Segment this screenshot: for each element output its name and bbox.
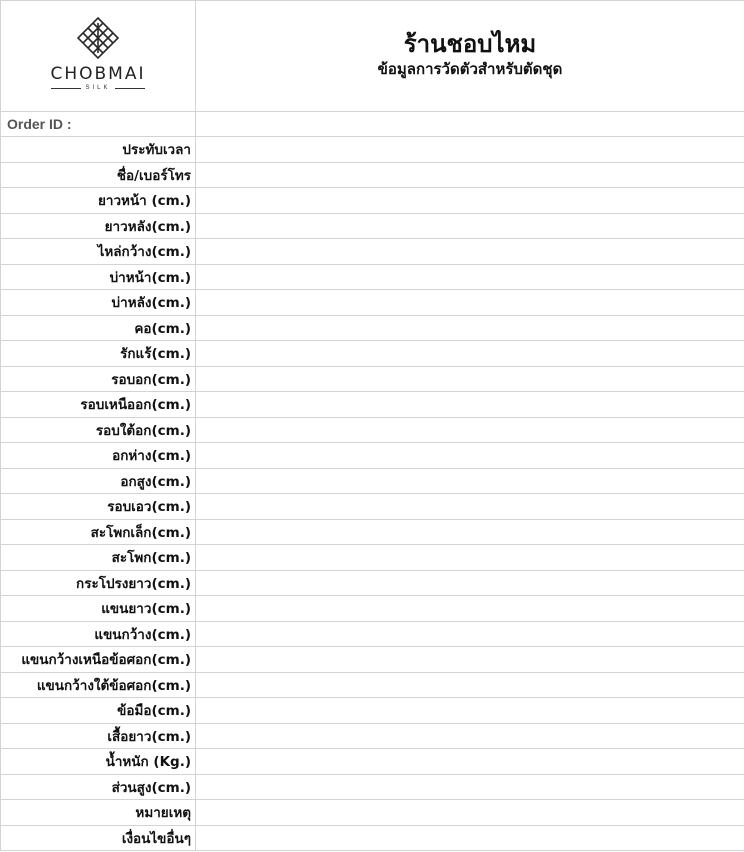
logo-subtext: SILK — [85, 85, 111, 91]
field-value-cell[interactable] — [196, 315, 744, 341]
field-value-cell[interactable] — [196, 749, 744, 775]
order-id-label: Order ID : — [1, 112, 196, 137]
field-row — [1, 443, 744, 469]
field-value-cell[interactable] — [196, 417, 744, 443]
field-value-cell[interactable] — [196, 672, 744, 698]
field-value-cell[interactable] — [196, 137, 744, 163]
field-label: ชื่อ/เบอร์โทร — [1, 162, 196, 188]
field-value-cell[interactable] — [196, 162, 744, 188]
logo-subtext-wrap — [51, 85, 144, 91]
field-label: สะโพก(cm.) — [1, 545, 196, 571]
field-row — [1, 774, 744, 800]
field-row — [1, 366, 744, 392]
field-value-cell[interactable] — [196, 494, 744, 520]
field-row — [1, 341, 744, 367]
field-value-cell[interactable] — [196, 341, 744, 367]
field-label: รอบอก(cm.) — [1, 366, 196, 392]
field-value-cell[interactable] — [196, 519, 744, 545]
field-label: อกสูง(cm.) — [1, 468, 196, 494]
logo-rule-left — [51, 88, 81, 89]
field-label: ไหล่กว้าง(cm.) — [1, 239, 196, 265]
field-label: น้ำหนัก (Kg.) — [1, 749, 196, 775]
field-label: ข้อมือ(cm.) — [1, 698, 196, 724]
field-label: ยาวหน้า (cm.) — [1, 188, 196, 214]
order-id-row — [1, 112, 744, 137]
field-row — [1, 137, 744, 163]
field-value-cell[interactable] — [196, 213, 744, 239]
field-value-cell[interactable] — [196, 468, 744, 494]
field-value-cell[interactable] — [196, 264, 744, 290]
field-value-cell[interactable] — [196, 723, 744, 749]
field-label: บ่าหลัง(cm.) — [1, 290, 196, 316]
field-row — [1, 825, 744, 851]
field-row — [1, 545, 744, 571]
field-value-cell[interactable] — [196, 188, 744, 214]
field-label: รักแร้(cm.) — [1, 341, 196, 367]
field-row — [1, 239, 744, 265]
shop-subtitle: ข้อมูลการวัดตัวสำหรับตัดชุด — [377, 60, 563, 78]
field-value-cell[interactable] — [196, 800, 744, 826]
field-row — [1, 264, 744, 290]
field-row — [1, 672, 744, 698]
field-label: แขนกว้างเหนือข้อศอก(cm.) — [1, 647, 196, 673]
field-row — [1, 647, 744, 673]
field-label: เสื้อยาว(cm.) — [1, 723, 196, 749]
field-label: ยาวหลัง(cm.) — [1, 213, 196, 239]
field-value-cell[interactable] — [196, 596, 744, 622]
order-id-value[interactable] — [196, 112, 744, 137]
field-value-cell[interactable] — [196, 621, 744, 647]
field-label: แขนกว้าง(cm.) — [1, 621, 196, 647]
field-row — [1, 800, 744, 826]
field-label: รอบเอว(cm.) — [1, 494, 196, 520]
field-row — [1, 392, 744, 418]
field-label: เงื่อนไขอื่นๆ — [1, 825, 196, 851]
field-row — [1, 494, 744, 520]
field-label: หมายเหตุ — [1, 800, 196, 826]
field-value-cell[interactable] — [196, 647, 744, 673]
field-row — [1, 621, 744, 647]
field-row — [1, 596, 744, 622]
field-value-cell[interactable] — [196, 366, 744, 392]
field-value-cell[interactable] — [196, 290, 744, 316]
field-row — [1, 213, 744, 239]
field-label: สะโพกเล็ก(cm.) — [1, 519, 196, 545]
field-value-cell[interactable] — [196, 545, 744, 571]
field-value-cell[interactable] — [196, 392, 744, 418]
field-label: กระโปรงยาว(cm.) — [1, 570, 196, 596]
field-value-cell[interactable] — [196, 698, 744, 724]
field-label: ส่วนสูง(cm.) — [1, 774, 196, 800]
field-row — [1, 570, 744, 596]
field-row — [1, 315, 744, 341]
shop-title: ร้านชอบไหม — [403, 30, 537, 58]
field-row — [1, 698, 744, 724]
field-value-cell[interactable] — [196, 570, 744, 596]
logo — [1, 1, 195, 91]
logo-text: CHOBMAI — [50, 64, 146, 84]
field-label: แขนยาว(cm.) — [1, 596, 196, 622]
field-row — [1, 188, 744, 214]
field-value-cell[interactable] — [196, 239, 744, 265]
field-value-cell[interactable] — [196, 774, 744, 800]
field-value-cell[interactable] — [196, 825, 744, 851]
field-label: อกห่าง(cm.) — [1, 443, 196, 469]
field-label: รอบเหนืออก(cm.) — [1, 392, 196, 418]
field-row — [1, 290, 744, 316]
field-row — [1, 468, 744, 494]
field-row — [1, 749, 744, 775]
field-label: ประทับเวลา — [1, 137, 196, 163]
field-label: รอบใต้อก(cm.) — [1, 417, 196, 443]
title-cell — [196, 1, 744, 112]
logo-cell — [1, 1, 196, 112]
field-label: บ่าหน้า(cm.) — [1, 264, 196, 290]
field-row — [1, 417, 744, 443]
logo-rule-right — [115, 88, 145, 89]
field-row — [1, 162, 744, 188]
field-row — [1, 723, 744, 749]
field-label: คอ(cm.) — [1, 315, 196, 341]
field-value-cell[interactable] — [196, 443, 744, 469]
field-row — [1, 519, 744, 545]
woven-pattern-icon — [76, 17, 120, 59]
field-label: แขนกว้างใต้ข้อศอก(cm.) — [1, 672, 196, 698]
header-row — [1, 1, 744, 112]
